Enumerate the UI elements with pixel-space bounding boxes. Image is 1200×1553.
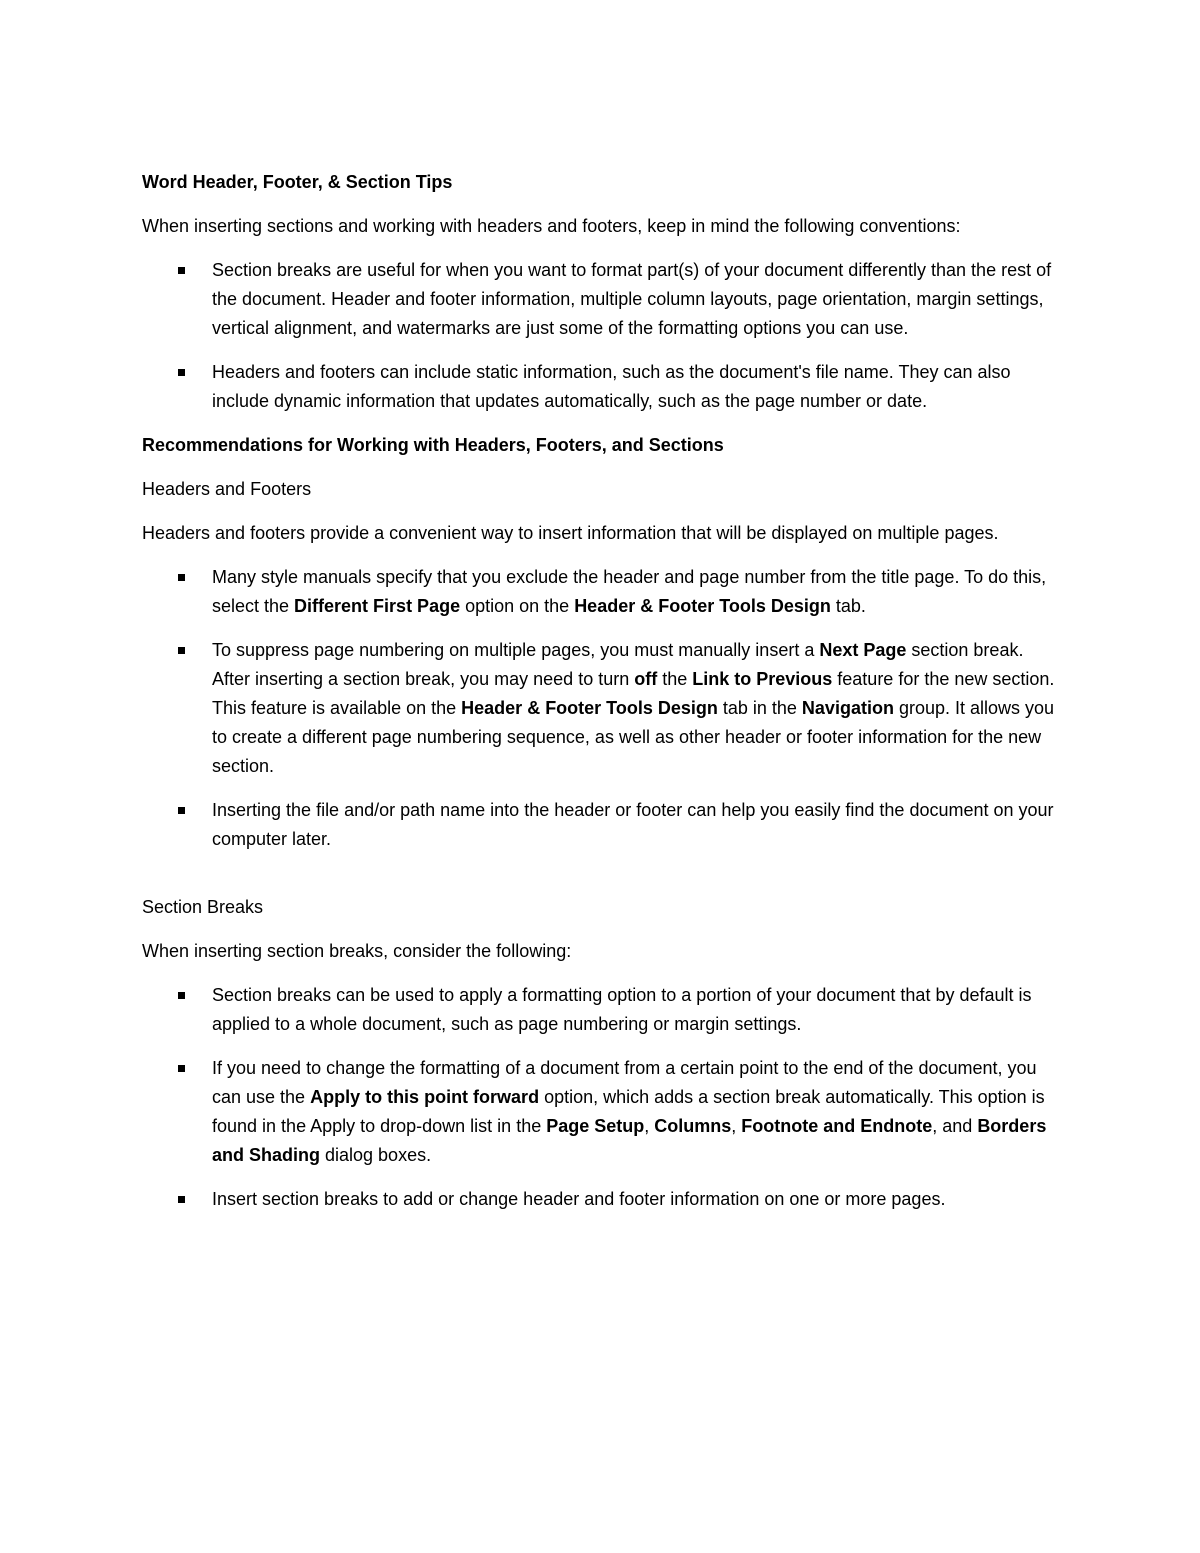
text-run: feature for the new section. This feature is available on the [212, 669, 1055, 718]
list-item [142, 358, 1062, 416]
list-item [142, 563, 1062, 621]
text-run: dialog boxes. [320, 1145, 432, 1165]
document-title: Word Header, Footer, & Section Tips [142, 172, 453, 192]
text-run: option, which adds a section break automatically. This option is found in the Apply to drop-down list in the [212, 1087, 1045, 1136]
spacer [142, 869, 1062, 893]
text-run: tab. [830, 596, 866, 616]
bold-text: off [634, 669, 658, 689]
bold-text: Next Page [819, 640, 907, 660]
square-bullet-icon [178, 992, 185, 999]
bold-text: Footnote and Endnote [741, 1116, 933, 1136]
text-run: Many style manuals specify that you exclude the header and page number from the title page. To do this, select the [212, 567, 1047, 616]
list-item [142, 256, 1062, 343]
text-run: Section breaks can be used to apply a formatting option to a portion of your document that by default is applied to a whole document, such as page numbering or margin settings. [212, 985, 1032, 1034]
bold-text: Header & Footer Tools Design [461, 698, 718, 718]
text-run: option on the [460, 596, 575, 616]
conventions-list [142, 256, 1062, 416]
text-run: , [644, 1116, 655, 1136]
square-bullet-icon [178, 267, 185, 274]
list-item [142, 796, 1062, 854]
bold-text: Page Setup [546, 1116, 645, 1136]
text-run: group. It allows you to create a different page numbering sequence, as well as other header or footer information for the new section. [212, 698, 1055, 776]
square-bullet-icon [178, 647, 185, 654]
square-bullet-icon [178, 574, 185, 581]
headers-footers-intro: Headers and footers provide a convenient way to insert information that will be displayed on multiple pages. [142, 523, 999, 543]
section-breaks-intro: When inserting section breaks, consider the following: [142, 941, 572, 961]
square-bullet-icon [178, 1065, 185, 1072]
square-bullet-icon [178, 1196, 185, 1203]
text-run: To suppress page numbering on multiple pages, you must manually insert a [212, 640, 820, 660]
bold-text: Link to Previous [692, 669, 833, 689]
text-run: Inserting the file and/or path name into the header or footer can help you easily find the document on your computer later. [212, 800, 1054, 849]
list-item [142, 1185, 1062, 1214]
square-bullet-icon [178, 369, 185, 376]
text-run: Insert section breaks to add or change header and footer information on one or more pages. [212, 1189, 946, 1209]
section-breaks-list [142, 981, 1062, 1214]
text-run: If you need to change the formatting of a document from a certain point to the end of the document, you can use the [212, 1058, 1037, 1107]
bold-text: Different First Page [294, 596, 461, 616]
headers-footers-list [142, 563, 1062, 854]
square-bullet-icon [178, 807, 185, 814]
text-run: tab in the [717, 698, 802, 718]
text-run: , and [932, 1116, 978, 1136]
text-run: the [657, 669, 693, 689]
document-body [142, 168, 1062, 1229]
bold-text: Columns [654, 1116, 732, 1136]
text-run: , [731, 1116, 742, 1136]
list-item [142, 636, 1062, 781]
bold-text: Header & Footer Tools Design [574, 596, 831, 616]
headers-footers-heading: Headers and Footers [142, 479, 312, 499]
text-run: section break. After inserting a section break, you may need to turn [212, 640, 1024, 689]
section-breaks-heading: Section Breaks [142, 897, 264, 917]
list-item [142, 981, 1062, 1039]
text-run: Section breaks are useful for when you want to format part(s) of your document differently than the rest of the document. Header and footer information, multiple column layouts, page orientation, margin settings, vertical alignment, and watermarks are just some of the formatting options you can use. [212, 260, 1052, 338]
text-run: Headers and footers can include static information, such as the document's file name. They can also include dynamic information that updates automatically, such as the page number or date. [212, 362, 1011, 411]
list-item [142, 1054, 1062, 1170]
recommendations-heading: Recommendations for Working with Headers, Footers, and Sections [142, 435, 724, 455]
intro-paragraph: When inserting sections and working with headers and footers, keep in mind the following conventions: [142, 216, 961, 236]
bold-text: Navigation [801, 698, 894, 718]
bold-text: Borders and Shading [212, 1116, 1047, 1165]
bold-text: Apply to this point forward [310, 1087, 540, 1107]
